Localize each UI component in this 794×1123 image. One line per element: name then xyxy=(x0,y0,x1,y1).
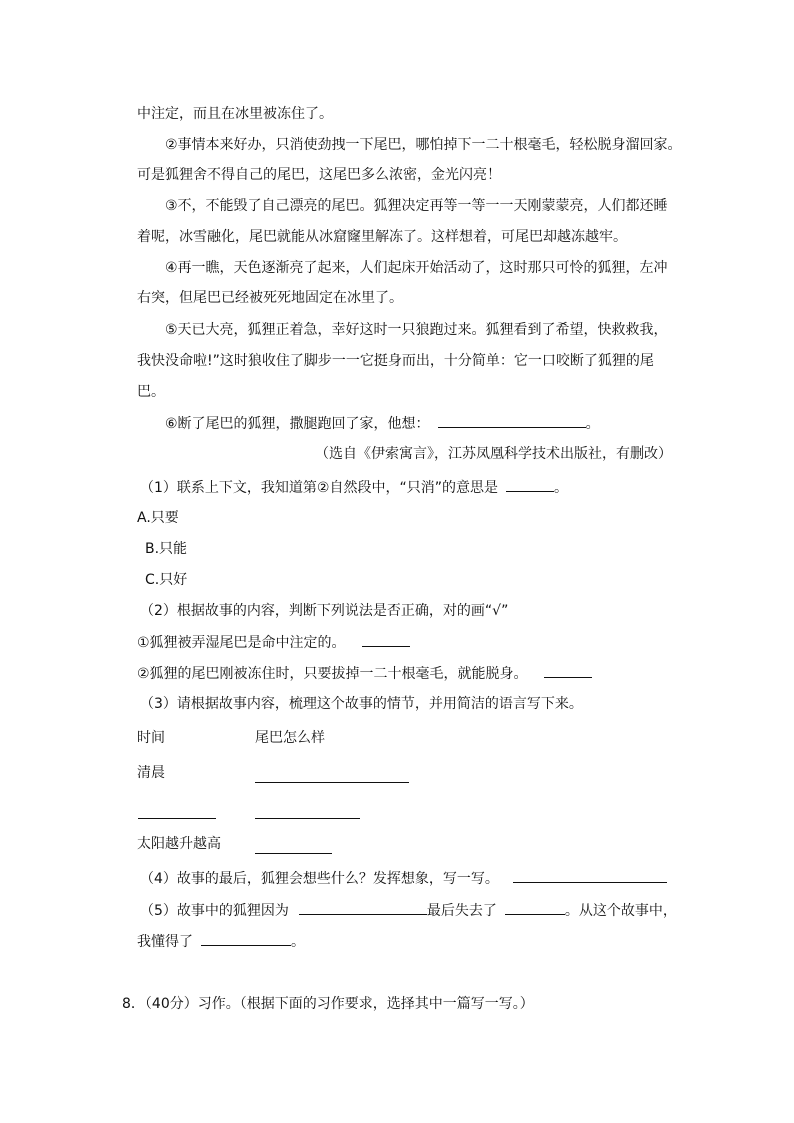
q2-stem xyxy=(140,601,508,621)
q2-stem-close: ” xyxy=(501,603,509,619)
q2-item-1-blank[interactable] xyxy=(362,632,410,647)
q1-option-c: C.只好 xyxy=(145,572,188,588)
q4-stem xyxy=(140,868,667,888)
q2-item-1 xyxy=(137,632,410,652)
story-p6 xyxy=(165,413,600,433)
q1-option-b: B.只能 xyxy=(145,541,188,557)
q2-stem-text: （2）根据故事的内容，判断下列说法是否正确，对的画“ xyxy=(140,603,493,619)
q2-item-2-text: ②狐狸的尾巴刚被冻住时，只要拔掉一二十根毫毛，就能脱身。 xyxy=(137,666,528,682)
q5-blank-1[interactable] xyxy=(299,900,427,915)
q1-suffix: 。 xyxy=(553,480,568,496)
q5-middle: 最后失去了 xyxy=(426,903,497,919)
q3-stem: （3）请根据故事内容，梳理这个故事的情节，并用简洁的语言写下来。 xyxy=(140,696,583,712)
q5-blank-2[interactable] xyxy=(505,900,565,915)
q5-line2 xyxy=(137,931,305,951)
q1-option-a: A.只要 xyxy=(137,510,179,526)
q5-line1 xyxy=(140,900,677,920)
story-p4-line2: 右突，但尾巴已经被死死地固定在冰里了。 xyxy=(137,290,403,306)
story-p5-line2: 我快没命啦!”这时狼收住了脚步一一它挺身而出，十分简单：它一口咬断了狐狸的尾 xyxy=(137,353,654,369)
q2-item-2-blank[interactable] xyxy=(544,663,592,678)
story-p2-line1: ②事情本来好办，只消使劲拽一下尾巴，哪怕掉下一二十根毫毛，轻松脱身溜回家。 xyxy=(165,137,682,153)
q5-line2-suffix: 。 xyxy=(291,934,305,950)
q1-stem xyxy=(140,477,568,497)
story-p1-line1: 中注定，而且在冰里被冻住了。 xyxy=(137,106,333,122)
q5-line2-prefix: 我懂得了 xyxy=(137,934,193,950)
q3-row3-time: 太阳越升越高 xyxy=(137,836,221,852)
story-p3-line1: ③不，不能毁了自己漂亮的尾巴。狐狸决定再等一等一一天刚蒙蒙亮，人们都还睡 xyxy=(165,198,668,214)
q1-answer-blank[interactable] xyxy=(506,477,554,492)
q3-row2-tail-blank[interactable] xyxy=(255,817,360,819)
q5-blank-3[interactable] xyxy=(201,931,291,946)
q5-suffix: 。从这个故事中， xyxy=(564,903,677,919)
q3-row1-tail-blank[interactable] xyxy=(255,781,409,783)
story-p2-line2: 可是狐狸舍不得自己的尾巴，这尾巴多么浓密，金光闪亮！ xyxy=(137,167,501,183)
q3-col1-header: 时间 xyxy=(137,730,165,746)
q3-row2-time-blank[interactable] xyxy=(138,817,216,819)
check-mark-icon: √ xyxy=(492,603,502,619)
q2-item-2 xyxy=(137,663,592,683)
story-p6-suffix: 。 xyxy=(585,416,600,432)
story-p5-line1: ⑤天已大亮，狐狸正着急，幸好这时一只狼跑过来。狐狸看到了希望，快救救我， xyxy=(165,322,668,338)
story-p3-line2: 着呢，冰雪融化，尾巴就能从冰窟窿里解冻了。这样想着，可尾巴却越冻越牢。 xyxy=(137,229,627,245)
q4-text: （4）故事的最后，狐狸会想些什么？发挥想象，写一写。 xyxy=(140,871,499,887)
story-p5-line3: 巴。 xyxy=(137,384,165,400)
story-p6-prefix: ⑥断了尾巴的狐狸，撒腿跑回了家，他想： xyxy=(165,416,430,432)
q3-row1-time: 清晨 xyxy=(137,765,165,781)
story-p6-answer-blank[interactable] xyxy=(438,413,586,428)
q3-row3-tail-blank[interactable] xyxy=(255,852,332,854)
section-8-heading: 8．（40分）习作。（根据下面的习作要求，选择其中一篇写一写。） xyxy=(122,996,534,1012)
q1-prefix: （1）联系上下文，我知道第②自然段中，“只消”的意思是 xyxy=(140,480,498,496)
story-p4-line1: ④再一瞧，天色逐渐亮了起来，人们起床开始活动了，这时那只可怜的狐狸，左冲 xyxy=(165,260,668,276)
q2-item-1-text: ①狐狸被弄湿尾巴是命中注定的。 xyxy=(137,635,346,651)
q4-answer-blank[interactable] xyxy=(513,868,667,883)
story-source: （选自《伊索寓言》，江苏凤凰科学技术出版社，有删改） xyxy=(315,446,672,462)
q5-prefix: （5）故事中的狐狸因为 xyxy=(140,903,289,919)
q3-col2-header: 尾巴怎么样 xyxy=(255,730,325,746)
